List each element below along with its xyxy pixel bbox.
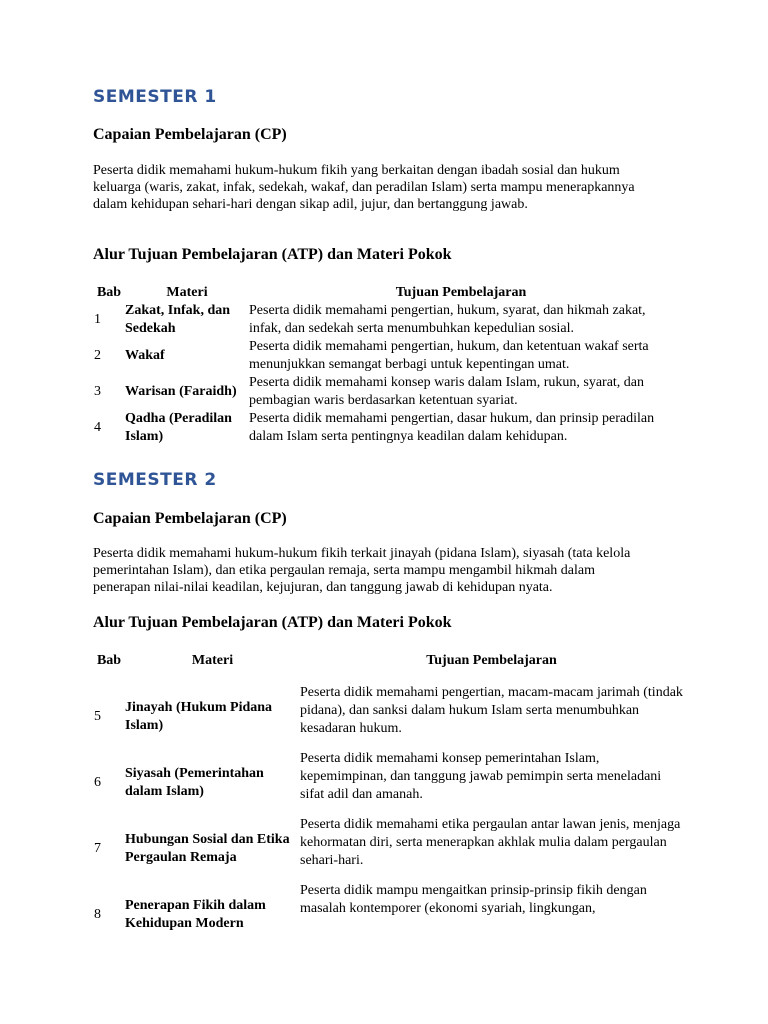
materi-name: Hubungan Sosial dan Etika Pergaulan Remaja	[125, 832, 290, 865]
semester-2-atp-heading: Alur Tujuan Pembelajaran (ATP) dan Materi Pokok	[93, 614, 452, 631]
table-header-row	[93, 281, 673, 302]
table-row	[93, 684, 683, 750]
table-row	[93, 338, 673, 374]
table-row	[93, 816, 683, 882]
bab-number: 8	[94, 907, 101, 922]
materi-name: Jinayah (Hukum Pidana Islam)	[125, 700, 273, 733]
tujuan-text: Peserta didik memahami pengertian, hukum, dan ketentuan wakaf serta menunjukkan semangat berbagi untuk kepentingan umat.	[249, 339, 649, 372]
materi-name: Qadha (Peradilan Islam)	[125, 411, 232, 444]
tujuan-text: Peserta didik memahami konsep waris dalam Islam, rukun, syarat, dan pembagian waris berdasarkan ketentuan syariat.	[249, 375, 645, 408]
tujuan-text: Peserta didik memahami etika pergaulan antar lawan jenis, menjaga kehormatan diri, serta menerapkan akhlak mulia dalam pergaulan sehari-hari.	[300, 817, 681, 868]
materi-name: Siyasah (Pemerintahan dalam Islam)	[125, 766, 264, 799]
header-tujuan: Tujuan Pembelajaran	[426, 653, 557, 668]
materi-name: Zakat, Infak, dan Sedekah	[125, 303, 231, 336]
semester-1-atp-table	[93, 281, 673, 446]
header-bab: Bab	[96, 285, 122, 300]
materi-name: Wakaf	[125, 348, 165, 363]
semester-1-atp-heading: Alur Tujuan Pembelajaran (ATP) dan Materi Pokok	[93, 246, 452, 263]
bab-number: 6	[94, 775, 101, 790]
semester-1-cp-heading: Capaian Pembelajaran (CP)	[93, 126, 287, 143]
table-row	[93, 374, 673, 410]
table-row	[93, 302, 673, 338]
semester-1-cp-text: Peserta didik memahami hukum-hukum fikih yang berkaitan dengan ibadah sosial dan hukum keluarga (waris, zakat, infak, sedekah, wakaf, dan peradilan Islam) serta mampu menerapkannya dalam kehidupan sehari-hari dengan sikap adil, jujur, dan bertanggung jawab.	[93, 163, 635, 212]
tujuan-text: Peserta didik memahami konsep pemerintahan Islam, kepemimpinan, dan tanggung jawab pemimpin serta meneladani sifat adil dan amanah.	[300, 751, 662, 802]
bab-number: 4	[94, 420, 101, 435]
table-header-row	[93, 648, 683, 670]
materi-name: Warisan (Faraidh)	[125, 384, 237, 399]
bab-number: 7	[94, 841, 101, 856]
tujuan-text: Peserta didik memahami pengertian, hukum, syarat, dan hikmah zakat, infak, dan sedekah serta menumbuhkan kepedulian sosial.	[249, 303, 646, 336]
tujuan-text: Peserta didik memahami pengertian, macam-macam jarimah (tindak pidana), dan sanksi dalam hukum Islam serta menumbuhkan kesadaran hukum.	[300, 685, 683, 736]
bab-number: 2	[94, 348, 101, 363]
tujuan-text: Peserta didik memahami pengertian, dasar hukum, dan prinsip peradilan dalam Islam serta pentingnya keadilan dalam kehidupan.	[249, 411, 655, 444]
header-bab: Bab	[96, 653, 122, 668]
semester-2-cp-text: Peserta didik memahami hukum-hukum fikih terkait jinayah (pidana Islam), siyasah (tata kelola pemerintahan Islam), dan etika pergaulan remaja, serta mampu mengambil hikmah dalam penerapan nilai-nilai keadilan, kejujuran, dan tanggung jawab di kehidupan nyata.	[93, 546, 631, 595]
tujuan-text: Peserta didik mampu mengaitkan prinsip-prinsip fikih dengan masalah kontemporer (ekonomi syariah, lingkungan,	[300, 883, 647, 916]
semester-2-atp-table	[93, 648, 683, 948]
semester-2-title: SEMESTER 2	[93, 470, 217, 490]
header-tujuan: Tujuan Pembelajaran	[395, 285, 527, 300]
materi-name: Penerapan Fikih dalam Kehidupan Modern	[125, 898, 266, 931]
header-materi: Materi	[166, 285, 208, 300]
table-row	[93, 882, 683, 948]
bab-number: 1	[94, 312, 101, 327]
table-row	[93, 410, 673, 446]
bab-number: 5	[94, 709, 101, 724]
table-row	[93, 750, 683, 816]
semester-1-title: SEMESTER 1	[93, 87, 217, 107]
semester-2-cp-heading: Capaian Pembelajaran (CP)	[93, 510, 287, 527]
header-materi: Materi	[191, 653, 234, 668]
bab-number: 3	[94, 384, 101, 399]
